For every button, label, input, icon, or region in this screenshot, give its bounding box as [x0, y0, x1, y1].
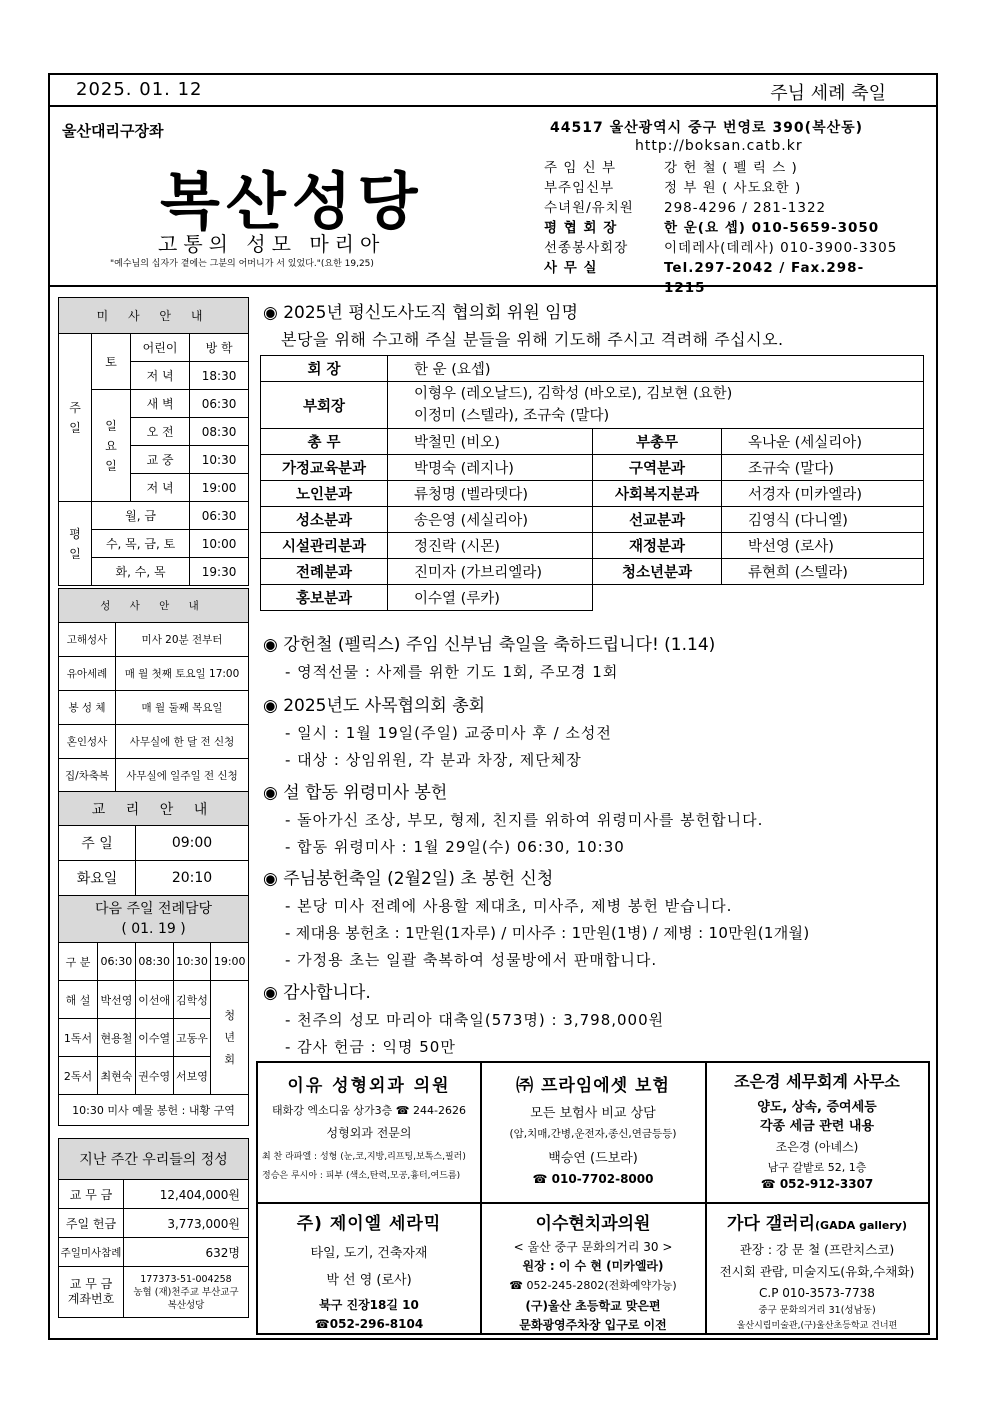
parish-address: 44517 울산광역시 중구 번영로 390(복산동)	[550, 120, 864, 136]
mass-kind: 새 벽	[131, 390, 190, 418]
notice-title: ◉ 강헌철 (펠릭스) 주임 신부님 축일을 축하드립니다! (1.14)	[263, 635, 716, 655]
ad-line[interactable]: ☎ 010-7702-8000	[532, 1172, 654, 1186]
staff-value: 강 헌 철 ( 펠 릭 스 )	[664, 160, 798, 176]
offering-kind: 주일 헌금	[59, 1209, 124, 1238]
sacrament-kind: 봉 성 체	[59, 691, 116, 725]
notice-line: - 돌아가신 조상, 부모, 형제, 친지를 위하여 위령미사를 봉헌합니다.	[285, 811, 764, 829]
ad-line: 태화강 엑소디움 상가3층 ☎ 244-2626	[272, 1104, 466, 1117]
council-member: 류청명 (벨라뎃다)	[388, 481, 593, 507]
account-label: 교 무 금 계좌번호	[59, 1267, 124, 1318]
ads-divider	[480, 1063, 482, 1333]
sacrament-info: 미사 20분 전부터	[116, 623, 249, 657]
ad-line[interactable]: C.P 010-3573-7738	[759, 1286, 875, 1300]
staff-role: 선종봉사회장	[544, 240, 629, 256]
ad-tax-office	[709, 1069, 925, 1191]
mass-time: 19:00	[190, 474, 249, 502]
mass-time: 19:30	[190, 558, 249, 586]
council-member-line: 이형우 (레오날드), 김학성 (바오로), 김보현 (요한)	[414, 386, 733, 402]
sunday-day-text: 일요일	[105, 418, 117, 473]
duty-role: 1독서	[59, 1019, 98, 1057]
patron-subtitle: 고통의 성모 마리아	[158, 232, 386, 256]
staff-role: 부주임신부	[544, 180, 615, 196]
ad-line: 백승연 (드보라)	[548, 1151, 638, 1166]
offering-kind: 교 무 금	[59, 1180, 124, 1209]
duty-head: 08:30	[135, 943, 173, 981]
mass-time: 06:30	[190, 390, 249, 418]
council-member: 조규숙 (말다)	[722, 455, 924, 481]
parish-url[interactable]: http://boksan.catb.kr	[635, 138, 803, 154]
duty-person: 고동우	[173, 1019, 211, 1057]
feast-name: 주님 세례 축일	[770, 83, 886, 104]
issue-date: 2025. 01. 12	[76, 79, 203, 100]
duty-person: 현용철	[98, 1019, 136, 1057]
mass-time: 18:30	[190, 362, 249, 390]
ad-name-row	[709, 1209, 925, 1234]
staff-row	[544, 178, 904, 198]
parish-title: 복산성당	[160, 165, 424, 238]
council-role: 사회복지분과	[593, 481, 722, 507]
council-role: 전례분과	[261, 559, 388, 585]
offering-amount: 3,773,000원	[124, 1209, 249, 1238]
council-table	[260, 355, 924, 611]
ad-line: < 울산 중구 문화의거리 30 >	[513, 1240, 673, 1254]
staff-list	[544, 158, 904, 296]
notice-title: ◉ 설 합동 위령미사 봉헌	[263, 783, 448, 803]
sacrament-table	[58, 588, 249, 793]
duty-head: 19:00	[211, 943, 249, 981]
duty-person: 김학성	[173, 981, 211, 1019]
notice-line: - 가정용 초는 일괄 축복하여 성물방에서 판매합니다.	[285, 951, 658, 969]
duty-head: 10:30	[173, 943, 211, 981]
council-role: 시설관리분과	[261, 533, 388, 559]
duty-role: 2독서	[59, 1057, 98, 1095]
sacrament-info: 사무실에 일주일 전 신청	[116, 759, 249, 793]
staff-value: 한 운(요 셉) 010-5659-3050	[664, 220, 880, 236]
staff-role: 수녀원/유치원	[544, 200, 634, 216]
mass-time: 08:30	[190, 418, 249, 446]
ad-gallery	[709, 1209, 925, 1331]
account-info: 177373-51-004258 농협 (재)천주교 부산교구 복산성당	[124, 1267, 249, 1318]
ad-name-sub: (GADA gallery)	[815, 1219, 907, 1232]
council-role: 부회장	[261, 382, 388, 429]
ad-line: 타일, 도기, 건축자재	[310, 1246, 428, 1261]
council-role: 부총무	[593, 429, 722, 455]
doctrine-title: 교 리 안 내	[59, 792, 249, 826]
offering-title: 지난 주간 우리들의 정성	[59, 1139, 249, 1180]
staff-row	[544, 218, 904, 238]
offering-amount: 12,404,000원	[124, 1180, 249, 1209]
ad-line: (암,치매,간병,운전자,종신,연금등등)	[509, 1128, 677, 1140]
council-member: 김영식 (다니엘)	[722, 507, 924, 533]
council-member: 이수열 (루카)	[388, 585, 593, 611]
sacrament-kind: 혼인성사	[59, 725, 116, 759]
notice-assembly	[263, 691, 612, 770]
ad-line: (구)울산 초등학교 맞은편	[525, 1299, 661, 1313]
staff-role: 평 협 회 장	[544, 220, 618, 236]
council-member: 서경자 (미카엘라)	[722, 481, 924, 507]
staff-value: Tel.297-2042 / Fax.298-1215	[664, 260, 865, 296]
duty-head: 06:30	[98, 943, 136, 981]
ads-grid	[256, 1061, 930, 1335]
notice-title: ◉ 주님봉헌축일 (2월2일) 초 봉헌 신청	[263, 869, 554, 889]
council-role: 회 장	[261, 356, 388, 382]
notice-feast	[263, 630, 715, 682]
notice-candle	[263, 864, 810, 970]
council-member: 박명숙 (레지나)	[388, 455, 593, 481]
doctrine-table	[58, 791, 249, 896]
doctrine-day: 화요일	[59, 861, 136, 896]
ad-name: 주) 제이엘 세라믹	[296, 1214, 442, 1234]
doctrine-day: 주 일	[59, 826, 136, 861]
notice-line: - 제대용 봉헌초 : 1만원(1자루) / 미사주 : 1만원(1병) / 제병 : 10만원(1개월)	[285, 924, 810, 942]
mass-kind: 교 중	[131, 446, 190, 474]
duty-date: ( 01. 19 )	[121, 921, 186, 937]
duty-title-cell	[59, 896, 249, 943]
sacrament-kind: 집/차축복	[59, 759, 116, 793]
mass-kind: 어린이	[131, 334, 190, 362]
sunday-day-label	[92, 390, 131, 502]
mass-kind: 월, 금	[92, 502, 190, 530]
ad-line: 남구 갈밭로 52, 1층	[767, 1161, 867, 1174]
header-divider	[48, 285, 938, 287]
staff-role: 사 무 실	[544, 260, 598, 276]
ad-line: 중구 문화의거리 31(성남동)	[758, 1305, 876, 1316]
staff-row	[544, 238, 904, 258]
ad-name: ㈜ 프라임에셋 보험	[516, 1076, 670, 1096]
council-role: 구역분과	[593, 455, 722, 481]
ad-line[interactable]: ☎ 052-912-3307	[760, 1177, 874, 1191]
duty-person: 이수열	[135, 1019, 173, 1057]
notice-line: - 합동 위령미사 : 1월 29일(수) 06:30, 10:30	[285, 838, 625, 856]
council-role: 청소년분과	[593, 559, 722, 585]
council-member-line: 이정미 (스텔라), 조규숙 (말다)	[414, 408, 610, 424]
ad-line[interactable]: ☎052-296-8104	[314, 1317, 424, 1331]
duty-title: 다음 주일 전례담당	[94, 901, 213, 917]
mass-kind: 화, 수, 목	[92, 558, 190, 586]
staff-row	[544, 158, 904, 178]
council-member: 한 운 (요셉)	[388, 356, 924, 382]
ad-line: 관장 : 강 문 철 (프란치스코)	[739, 1242, 895, 1257]
ad-name: 이수현치과의원	[535, 1214, 651, 1234]
duty-person: 서보영	[173, 1057, 211, 1095]
ad-line: 각종 세금 관련 내용	[759, 1119, 875, 1134]
duty-person: 최현숙	[98, 1057, 136, 1095]
notice-title: ◉ 2025년도 사목협의회 총회	[263, 696, 486, 716]
sacrament-info: 매 월 둘째 목요일	[116, 691, 249, 725]
weekday-label-text: 평일	[69, 526, 81, 561]
ad-line: 박 선 영 (로사)	[326, 1273, 412, 1288]
council-member	[388, 382, 924, 429]
ad-insurance	[484, 1071, 702, 1186]
council-member: 박선영 (로사)	[722, 533, 924, 559]
sacrament-info: 매 월 첫째 토요일 17:00	[116, 657, 249, 691]
mass-schedule-table	[58, 297, 249, 586]
duty-youth-text: 청년회	[224, 1008, 235, 1066]
duty-person: 권수영	[135, 1057, 173, 1095]
notice-line: - 본당 미사 전례에 사용할 제대초, 미사주, 제병 봉헌 받습니다.	[285, 897, 733, 915]
staff-role: 주 임 신 부	[544, 160, 617, 176]
ad-line: 정승은 루시아 : 피부 (색소,탄력,모공,흉터,여드름)	[262, 1171, 461, 1181]
council-member: 송은영 (세실리아)	[388, 507, 593, 533]
duty-youth	[211, 981, 249, 1095]
sunday-label-text: 주일	[69, 400, 81, 435]
ad-name: 이유 성형외과 의원	[287, 1076, 451, 1096]
ad-plastic-surgery	[262, 1071, 476, 1181]
notice-line: 본당을 위해 수고해 주실 분들을 위해 기도해 주시고 격려해 주십시오.	[281, 330, 784, 349]
staff-value: 이데레사(데레사) 010-3900-3305	[664, 240, 898, 256]
ad-line: 양도, 상속, 증여세등	[757, 1100, 877, 1115]
mass-time: 06:30	[190, 502, 249, 530]
duty-person: 박선영	[98, 981, 136, 1019]
doctrine-time: 20:10	[136, 861, 249, 896]
sacrament-info: 사무실에 한 달 전 신청	[116, 725, 249, 759]
council-role: 선교분과	[593, 507, 722, 533]
mass-time: 10:00	[190, 530, 249, 558]
council-role: 가정교육분과	[261, 455, 388, 481]
mass-kind: 저 녁	[131, 362, 190, 390]
council-role: 총 무	[261, 429, 388, 455]
notice-line: - 영적선물 : 사제를 위한 기도 1회, 주모경 1회	[285, 663, 619, 681]
ad-line: 울산시립미술관,(구)울산초등학교 건너편	[736, 1321, 898, 1331]
staff-row	[544, 198, 904, 218]
staff-value: 정 부 원 ( 사도요한 )	[664, 180, 802, 196]
ad-line: 최 찬 라파엘 : 성형 (눈,코,지방,리프팅,보톡스,필러)	[262, 1152, 466, 1162]
duty-note: 10:30 미사 예물 봉헌 : 내황 구역	[59, 1095, 249, 1126]
ad-ceramic	[262, 1209, 476, 1331]
mass-kind: 오 전	[131, 418, 190, 446]
doctrine-time: 09:00	[136, 826, 249, 861]
notice-line: - 감사 헌금 : 익명 50만	[285, 1038, 456, 1056]
ad-line: 성형외과 전문의	[326, 1126, 412, 1140]
ad-dental	[484, 1209, 702, 1333]
mass-kind: 수, 목, 금, 토	[92, 530, 190, 558]
weekday-label	[59, 502, 92, 586]
ad-name: 가다 갤러리	[727, 1214, 816, 1234]
liturgy-duty-table	[58, 895, 249, 1126]
staff-value: 298-4296 / 281-1322	[664, 200, 827, 216]
council-member: 박철민 (비오)	[388, 429, 593, 455]
ad-name: 조은경 세무회계 사무소	[734, 1072, 900, 1091]
council-role: 성소분과	[261, 507, 388, 533]
offering-kind: 주일미사참례	[59, 1238, 124, 1267]
ad-line: 모든 보험사 비교 상담	[530, 1106, 656, 1121]
sunday-label	[59, 334, 92, 502]
notice-thanks	[263, 978, 664, 1057]
mass-time: 10:30	[190, 446, 249, 474]
council-role: 노인분과	[261, 481, 388, 507]
notice-memorial	[263, 778, 763, 857]
offering-table	[58, 1138, 249, 1318]
council-member: 류현희 (스텔라)	[722, 559, 924, 585]
council-member: 진미자 (가브리엘라)	[388, 559, 593, 585]
ads-divider	[705, 1063, 707, 1333]
notice-title: ◉ 감사합니다.	[263, 983, 371, 1003]
notice-line: - 대상 : 상임위원, 각 분과 차장, 제단체장	[285, 751, 582, 769]
notice-line: - 일시 : 1월 19일(주일) 교중미사 후 / 소성전	[285, 724, 612, 742]
saturday-label: 토	[92, 334, 131, 390]
offering-amount: 632명	[124, 1238, 249, 1267]
duty-role: 해 설	[59, 981, 98, 1019]
mass-time: 방 학	[190, 334, 249, 362]
ad-line: 문화광영주차장 입구로 이전	[519, 1318, 667, 1332]
ad-line: 전시회 관람, 미술지도(유화,수채화)	[719, 1264, 915, 1279]
sacrament-kind: 고해성사	[59, 623, 116, 657]
top-bar	[48, 73, 938, 107]
diocese-label: 울산대리구장좌	[62, 122, 164, 140]
sacrament-title: 성 사 안 내	[59, 589, 249, 623]
council-empty	[593, 585, 924, 611]
staff-row	[544, 258, 904, 296]
notice-title: ◉ 2025년 평신도사도직 협의회 위원 임명	[263, 303, 579, 323]
ad-line: 원장 : 이 수 현 (미카엘라)	[522, 1259, 664, 1273]
mass-title: 미 사 안 내	[59, 298, 249, 334]
sacrament-kind: 유아세례	[59, 657, 116, 691]
duty-head: 구 분	[59, 943, 98, 981]
ad-line: 북구 진장18길 10	[319, 1298, 419, 1312]
ad-line: 조은경 (아녜스)	[775, 1140, 859, 1154]
notice-line: - 천주의 성모 마리아 대축일(573명) : 3,798,000원	[285, 1011, 665, 1029]
mass-kind: 저 녁	[131, 474, 190, 502]
ad-line[interactable]: ☎ 052-245-2802(전화예약가능)	[509, 1279, 677, 1292]
duty-person: 이선애	[135, 981, 173, 1019]
ads-divider	[258, 1202, 928, 1204]
council-role: 홍보분과	[261, 585, 388, 611]
notice-council	[263, 298, 784, 350]
council-member: 정진락 (시몬)	[388, 533, 593, 559]
council-member: 옥나운 (세실리아)	[722, 429, 924, 455]
council-role: 재정분과	[593, 533, 722, 559]
scripture-quote: "예수님의 십자가 곁에는 그분의 어머니가 서 있었다."(요한 19,25)	[110, 259, 374, 269]
